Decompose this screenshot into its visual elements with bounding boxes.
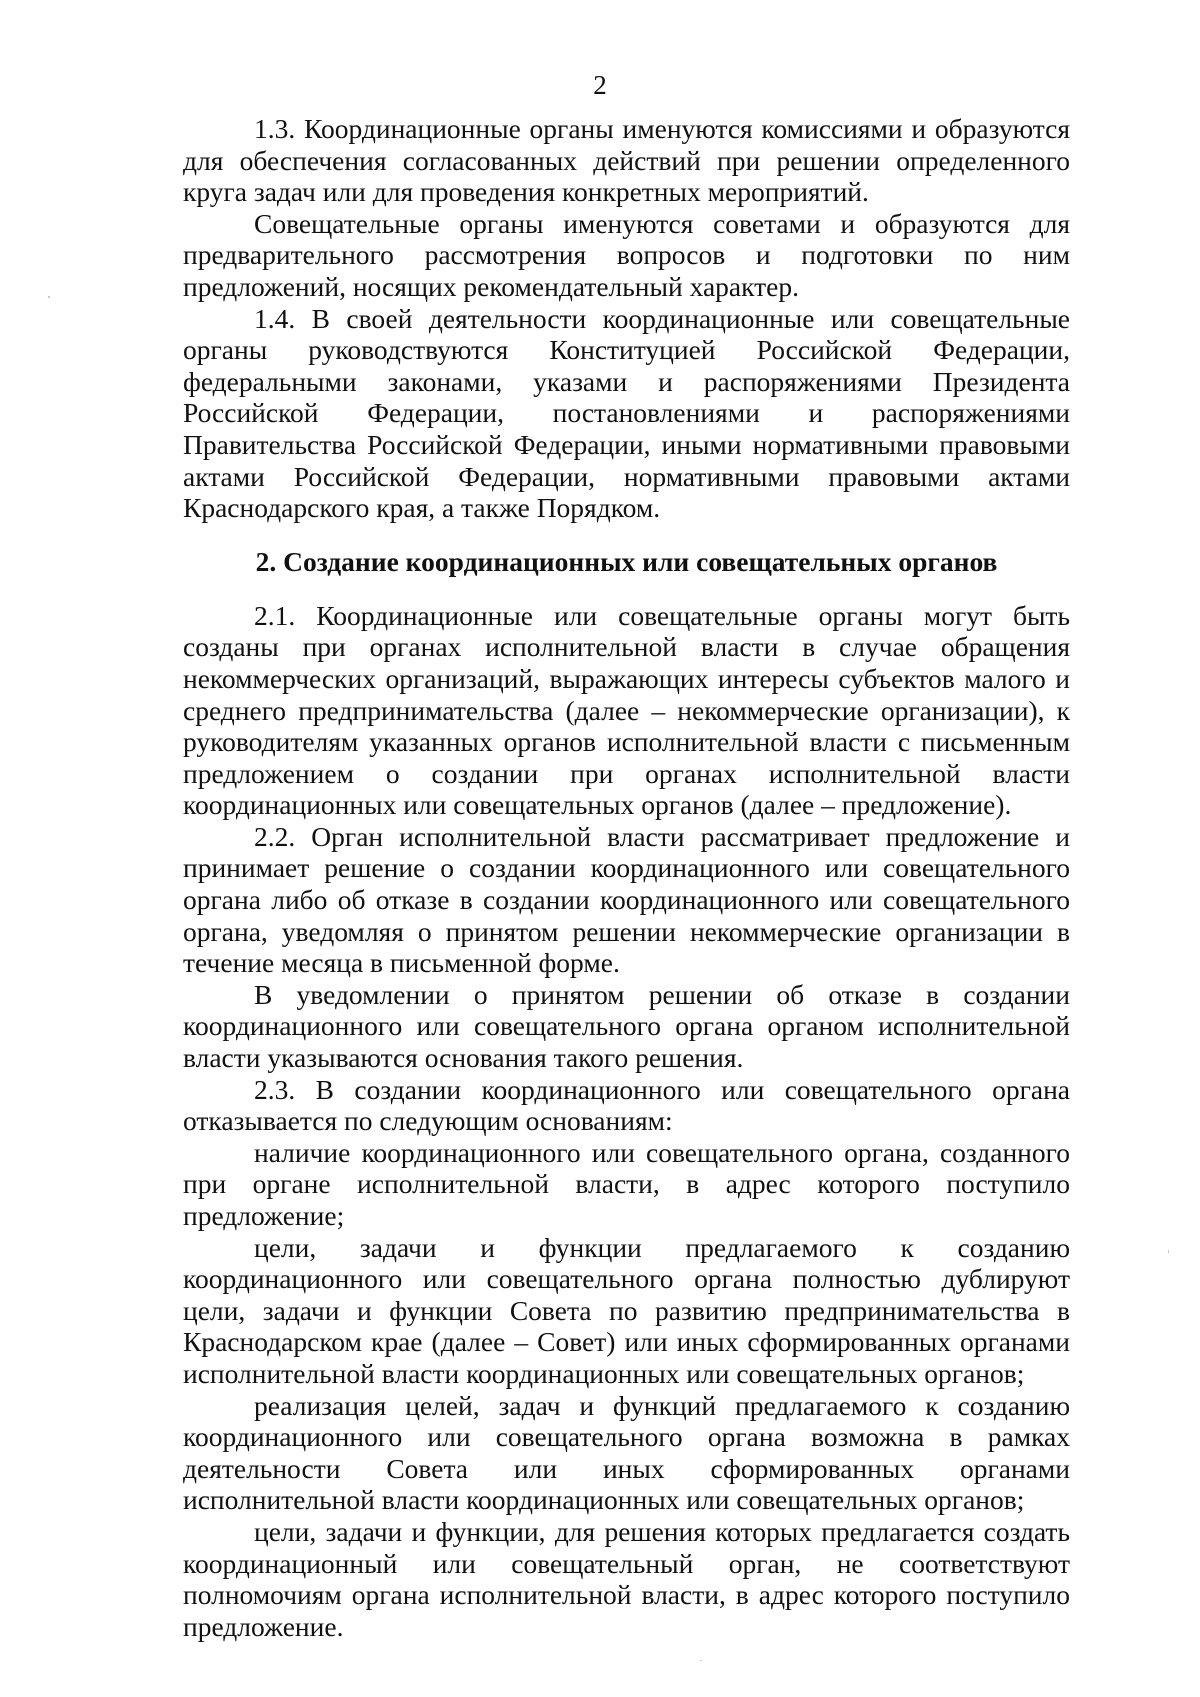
scan-mark <box>700 1660 702 1661</box>
page-number: 2 <box>593 70 607 100</box>
paragraph-1-4: 1.4. В своей деятельности координационные или совещательные органы руководствуются Конституцией Российской Федерации, федеральными законами, указами и распоряжениями Президента Российской Федерации, постановлениями и распоряжениями Правительства Российской Федерации, иными нормативными правовыми актами Российской Федерации, нормативными правовыми актами Краснодарского края, а также Порядком. <box>183 302 1070 524</box>
refusal-ground-2: цели, задачи и функции предлагаемого к созданию координационного или совещательного органа полностью дублируют цели, задачи и функции Совета по развитию предпринимательства в Краснодарском крае (далее – Совет) или иных сформированных органами исполнительной власти координационных или совещательных органов; <box>183 1231 1070 1389</box>
scan-mark <box>48 296 50 298</box>
paragraph-advisory-bodies: Совещательные органы именуются советами и образуются для предварительного рассмотрения вопросов и подготовки по ним предложений, носящих рекомендательный характер. <box>183 207 1070 302</box>
refusal-ground-1: наличие координационного или совещательного органа, созданного при органе исполнительной власти, в адрес которого поступило предложение; <box>183 1136 1070 1231</box>
paragraph-refusal-notice: В уведомлении о принятом решении об отказе в создании координационного или совещательного органа органом исполнительной власти указываются основания такого решения. <box>183 978 1070 1074</box>
refusal-ground-4: цели, задачи и функции, для решения которых предлагается создать координационный или совещательный орган, не соответствуют полномочиям органа исполнительной власти, в адрес которого поступило предложение. <box>183 1515 1070 1642</box>
scan-mark <box>1168 1250 1169 1253</box>
paragraph-2-3: 2.3. В создании координационного или совещательного органа отказывается по следующим основаниям: <box>183 1073 1070 1137</box>
section-2-heading: 2. Создание координационных или совещательных органов <box>255 545 998 577</box>
document-body <box>183 113 1070 1642</box>
refusal-ground-3: реализация целей, задач и функций предлагаемого к созданию координационного или совещательного органа возможна в рамках деятельности Совета или иных сформированных органами исполнительной власти координационных или совещательных органов; <box>183 1389 1070 1516</box>
paragraph-2-2: 2.2. Орган исполнительной власти рассматривает предложение и принимает решение о создании координационного или совещательного органа либо об отказе в создании координационного или совещательного органа, уведомляя о принятом решении некоммерческие организации в течение месяца в письменной форме. <box>183 820 1070 979</box>
paragraph-1-3: 1.3. Координационные органы именуются комиссиями и образуются для обеспечения согласованных действий при решении определенного круга задач или для проведения конкретных мероприятий. <box>183 113 1070 208</box>
paragraph-2-1: 2.1. Координационные или совещательные органы могут быть созданы при органах исполнительной власти в случае обращения некоммерческих организаций, выражающих интересы субъектов малого и среднего предпринимательства (далее – некоммерческие организации), к руководителям указанных органов исполнительной власти с письменным предложением о создании при органах исполнительной власти координационных или совещательных органов (далее – предложение). <box>183 599 1070 821</box>
